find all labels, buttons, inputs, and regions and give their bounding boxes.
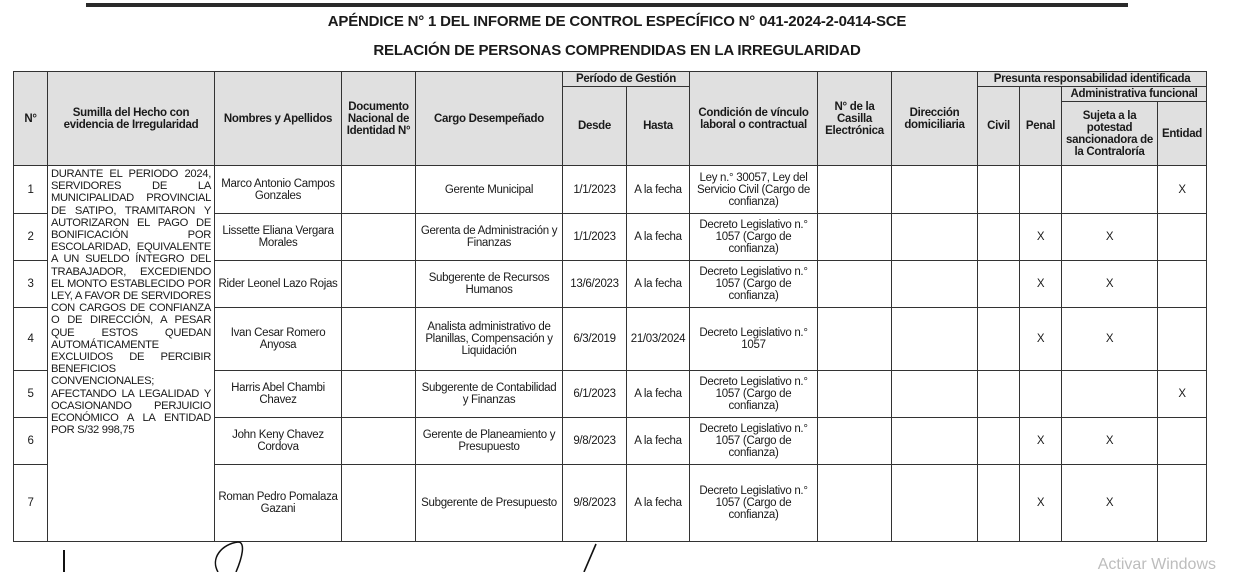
header-to: Hasta [627, 87, 690, 166]
mailbox-cell [818, 261, 892, 308]
row-num: 2 [14, 214, 48, 261]
penal-mark: X [1020, 465, 1062, 542]
position-cell: Analista administrativo de Planillas, Compensación y Liquidación [416, 308, 563, 371]
header-penal: Penal [1020, 87, 1062, 166]
person-name: Ivan Cesar Romero Anyosa [215, 308, 342, 371]
sanction-mark [1062, 166, 1158, 214]
sanction-mark: X [1062, 214, 1158, 261]
penal-mark: X [1020, 308, 1062, 371]
from-cell: 1/1/2023 [563, 214, 627, 261]
from-cell: 6/3/2019 [563, 308, 627, 371]
row-num: 1 [14, 166, 48, 214]
sanction-mark: X [1062, 418, 1158, 465]
header-admin: Administrativa funcional [1062, 87, 1207, 102]
position-cell: Gerente Municipal [416, 166, 563, 214]
document-title: APÉNDICE N° 1 DEL INFORME DE CONTROL ESPECÍFICO N° 041-2024-2-0414-SCE [327, 13, 907, 30]
to-cell: A la fecha [627, 371, 690, 418]
header-num: N° [14, 72, 48, 166]
mailbox-cell [818, 166, 892, 214]
row-num: 6 [14, 418, 48, 465]
header-address: Dirección domiciliaria [892, 72, 978, 166]
position-cell: Gerenta de Administración y Finanzas [416, 214, 563, 261]
penal-mark: X [1020, 261, 1062, 308]
civil-mark [978, 371, 1020, 418]
header-period: Período de Gestión [563, 72, 690, 87]
header-from: Desde [563, 87, 627, 166]
condition-cell: Ley n.° 30057, Ley del Servicio Civil (Cargo de confianza) [690, 166, 818, 214]
position-cell: Gerente de Planeamiento y Presupuesto [416, 418, 563, 465]
civil-mark [978, 465, 1020, 542]
to-cell: A la fecha [627, 418, 690, 465]
entity-mark: X [1158, 166, 1207, 214]
summary-cell: DURANTE EL PERIODO 2024, SERVIDORES DE LA MUNICIPALIDAD PROVINCIAL DE SATIPO, TRAMITARON Y AUTORIZARON EL PAGO DE BONIFICACIÓN POR ESCOLARIDAD, EQUIVALENTE A UN SUELDO ÍNTEGRO DEL TRABAJADOR, EXCEDIENDO EL MONTO ESTABLECIDO POR LEY, A FAVOR DE SERVIDORES CON CARGOS DE CONFIANZA O DE DIRECCIÓN, A PESAR QUE ESTOS QUEDAN AUTOMÁTICAMENTE EXCLUIDOS DE PERCIBIR BENEFICIOS CONVENCIONALES; AFECTANDO LA LEGALIDAD Y OCASIONANDO PERJUICIO ECONÓMICO A LA ENTIDAD POR S/32 998,75 [48, 166, 215, 542]
doc-id-cell [342, 371, 416, 418]
address-cell [892, 371, 978, 418]
row-num: 3 [14, 261, 48, 308]
header-condition: Condición de vínculo laboral o contractual [690, 72, 818, 166]
from-cell: 9/8/2023 [563, 465, 627, 542]
mailbox-cell [818, 214, 892, 261]
sanction-mark [1062, 371, 1158, 418]
person-name: John Keny Chavez Cordova [215, 418, 342, 465]
civil-mark [978, 418, 1020, 465]
header-summary: Sumilla del Hecho con evidencia de Irregularidad [48, 72, 215, 166]
penal-mark [1020, 371, 1062, 418]
from-cell: 9/8/2023 [563, 418, 627, 465]
person-name: Lissette Eliana Vergara Morales [215, 214, 342, 261]
person-name: Marco Antonio Campos Gonzales [215, 166, 342, 214]
condition-cell: Decreto Legislativo n.° 1057 (Cargo de confianza) [690, 214, 818, 261]
sanction-mark: X [1062, 308, 1158, 371]
to-cell: A la fecha [627, 465, 690, 542]
position-cell: Subgerente de Recursos Humanos [416, 261, 563, 308]
penal-mark [1020, 166, 1062, 214]
entity-mark: X [1158, 371, 1207, 418]
address-cell [892, 214, 978, 261]
mailbox-cell [818, 418, 892, 465]
header-name: Nombres y Apellidos [215, 72, 342, 166]
persons-table [13, 71, 1207, 542]
sanction-mark: X [1062, 465, 1158, 542]
to-cell: A la fecha [627, 214, 690, 261]
to-cell: A la fecha [627, 261, 690, 308]
entity-mark [1158, 418, 1207, 465]
address-cell [892, 465, 978, 542]
penal-mark: X [1020, 418, 1062, 465]
document-subtitle: RELACIÓN DE PERSONAS COMPRENDIDAS EN LA IRREGULARIDAD [373, 42, 861, 59]
condition-cell: Decreto Legislativo n.° 1057 (Cargo de confianza) [690, 371, 818, 418]
mailbox-cell [818, 465, 892, 542]
row-num: 4 [14, 308, 48, 371]
os-activation-watermark: Activar Windows [1097, 556, 1216, 573]
position-cell: Subgerente de Contabilidad y Finanzas [416, 371, 563, 418]
civil-mark [978, 308, 1020, 371]
doc-id-cell [342, 214, 416, 261]
condition-cell: Decreto Legislativo n.° 1057 (Cargo de confianza) [690, 418, 818, 465]
from-cell: 13/6/2023 [563, 261, 627, 308]
to-cell: 21/03/2024 [627, 308, 690, 371]
header-civil: Civil [978, 87, 1020, 166]
address-cell [892, 261, 978, 308]
handwritten-signature-marks [0, 540, 1234, 572]
mailbox-cell [818, 308, 892, 371]
entity-mark [1158, 214, 1207, 261]
doc-id-cell [342, 418, 416, 465]
person-name: Rider Leonel Lazo Rojas [215, 261, 342, 308]
condition-cell: Decreto Legislativo n.° 1057 (Cargo de confianza) [690, 465, 818, 542]
row-num: 7 [14, 465, 48, 542]
header-mailbox: N° de la Casilla Electrónica [818, 72, 892, 166]
mailbox-cell [818, 371, 892, 418]
person-name: Harris Abel Chambi Chavez [215, 371, 342, 418]
address-cell [892, 166, 978, 214]
condition-cell: Decreto Legislativo n.° 1057 [690, 308, 818, 371]
from-cell: 6/1/2023 [563, 371, 627, 418]
entity-mark [1158, 261, 1207, 308]
doc-id-cell [342, 261, 416, 308]
entity-mark [1158, 465, 1207, 542]
doc-id-cell [342, 308, 416, 371]
row-num: 5 [14, 371, 48, 418]
sanction-mark: X [1062, 261, 1158, 308]
header-responsibility: Presunta responsabilidad identificada [978, 72, 1207, 87]
person-name: Roman Pedro Pomalaza Gazani [215, 465, 342, 542]
header-position: Cargo Desempeñado [416, 72, 563, 166]
penal-mark: X [1020, 214, 1062, 261]
doc-id-cell [342, 166, 416, 214]
address-cell [892, 308, 978, 371]
condition-cell: Decreto Legislativo n.° 1057 (Cargo de confianza) [690, 261, 818, 308]
header-doc-id: Documento Nacional de Identidad N° [342, 72, 416, 166]
table-row [14, 166, 1207, 214]
from-cell: 1/1/2023 [563, 166, 627, 214]
civil-mark [978, 214, 1020, 261]
to-cell: A la fecha [627, 166, 690, 214]
entity-mark [1158, 308, 1207, 371]
header-entity: Entidad [1158, 102, 1207, 166]
doc-id-cell [342, 465, 416, 542]
address-cell [892, 418, 978, 465]
header-rule [86, 3, 1128, 7]
header-sanction: Sujeta a la potestad sancionadora de la Contraloría [1062, 102, 1158, 166]
civil-mark [978, 166, 1020, 214]
position-cell: Subgerente de Presupuesto [416, 465, 563, 542]
civil-mark [978, 261, 1020, 308]
